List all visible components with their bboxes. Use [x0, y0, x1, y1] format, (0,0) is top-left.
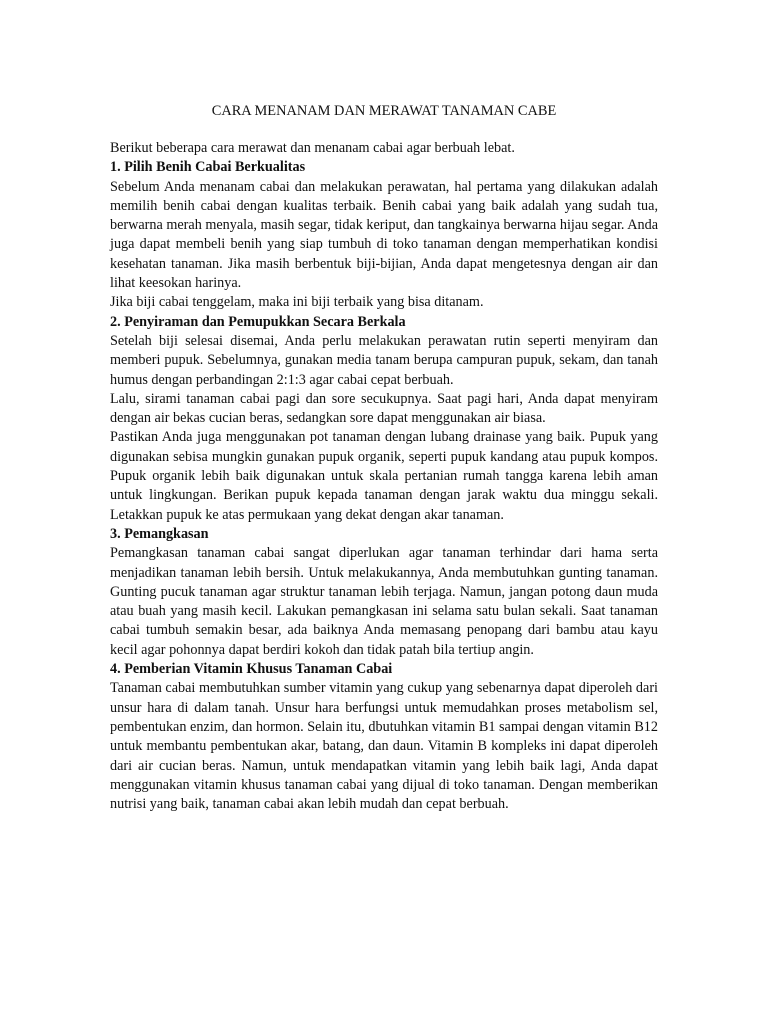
section-1-paragraph-1: Sebelum Anda menanam cabai dan melakukan perawatan, hal pertama yang dilakukan adalah memilih benih cabai dengan kualitas terbaik. Benih cabai yang baik adalah yang sudah tua, berwarna merah menyala, masih segar, tidak keriput, dan tangkainya berwarna hijau segar. Anda juga dapat membeli benih yang siap tumbuh di toko tanaman dengan memperhatikan kondisi kesehatan tanaman. Jika masih berbentuk biji-bijian, Anda dapat mengetesnya dengan air dan lihat keesokan harinya.	[110, 178, 658, 292]
document-page	[110, 102, 658, 814]
section-heading-1: 1. Pilih Benih Cabai Berkualitas	[110, 159, 306, 176]
section-2-paragraph-2: Lalu, sirami tanaman cabai pagi dan sore secukupnya. Saat pagi hari, Anda dapat menyiram dengan air bekas cucian beras, sedangkan sore dapat menggunakan air biasa.	[110, 390, 658, 427]
section-heading-4: 4. Pemberian Vitamin Khusus Tanaman Cabai	[110, 661, 393, 678]
intro-paragraph: Berikut beberapa cara merawat dan menanam cabai agar berbuah lebat.	[110, 140, 515, 156]
section-1-paragraph-2: Jika biji cabai tenggelam, maka ini biji terbaik yang bisa ditanam.	[110, 294, 484, 311]
section-heading-2: 2. Penyiraman dan Pemupukkan Secara Berkala	[110, 313, 406, 330]
section-2-paragraph-3: Pastikan Anda juga menggunakan pot tanaman dengan lubang drainase yang baik. Pupuk yang digunakan sebisa mungkin gunakan pupuk organik, seperti pupuk kandang atau pupuk kompos. Pupuk organik lebih baik digunakan untuk skala pertanian rumah tangga karena lebih aman untuk lingkungan. Berikan pupuk kepada tanaman dengan jarak waktu dua minggu sekali. Letakkan pupuk ke atas permukaan yang dekat dengan akar tanaman.	[110, 429, 658, 523]
section-2-paragraph-1: Setelah biji selesai disemai, Anda perlu melakukan perawatan rutin seperti menyiram dan memberi pupuk. Sebelumnya, gunakan media tanam berupa campuran pupuk, sekam, dan tanah humus dengan perbandingan 2:1:3 agar cabai cepat berbuah.	[110, 332, 658, 388]
document-title: CARA MENANAM DAN MERAWAT TANAMAN CABE	[211, 103, 557, 119]
section-3-paragraph-1: Pemangkasan tanaman cabai sangat diperlukan agar tanaman terhindar dari hama serta menjadikan tanaman lebih bersih. Untuk melakukannya, Anda membutuhkan gunting tanaman. Gunting pucuk tanaman agar struktur tanaman lebih terjaga. Namun, jangan potong daun muda atau buah yang masih kecil. Lakukan pemangkasan ini selama satu bulan sekali. Saat tanaman cabai tumbuh semakin besar, ada baiknya Anda memasang penopang dari bambu atau kayu kecil agar pohonnya dapat berdiri kokoh dan tidak patah bila tertiup angin.	[110, 545, 658, 658]
section-heading-3: 3. Pemangkasan	[110, 525, 209, 542]
section-4-paragraph-1: Tanaman cabai membutuhkan sumber vitamin yang cukup yang sebenarnya dapat diperoleh dari unsur hara di dalam tanah. Unsur hara berfungsi untuk memudahkan proses metabolism sel, pembentukan enzim, dan hormon. Selain itu, dbutuhkan vitamin B1 sampai dengan vitamin B12 untuk membantu pembentukan akar, batang, dan daun. Vitamin B kompleks ini dapat diperoleh dari air cucian beras. Namun, untuk mendapatkan vitamin yang lebih baik lagi, Anda dapat menggunakan vitamin khusus tanaman cabai yang dijual di toko tanaman. Dengan memberikan nutrisi yang baik, tanaman cabai akan lebih mudah dan cepat berbuah.	[110, 680, 658, 813]
